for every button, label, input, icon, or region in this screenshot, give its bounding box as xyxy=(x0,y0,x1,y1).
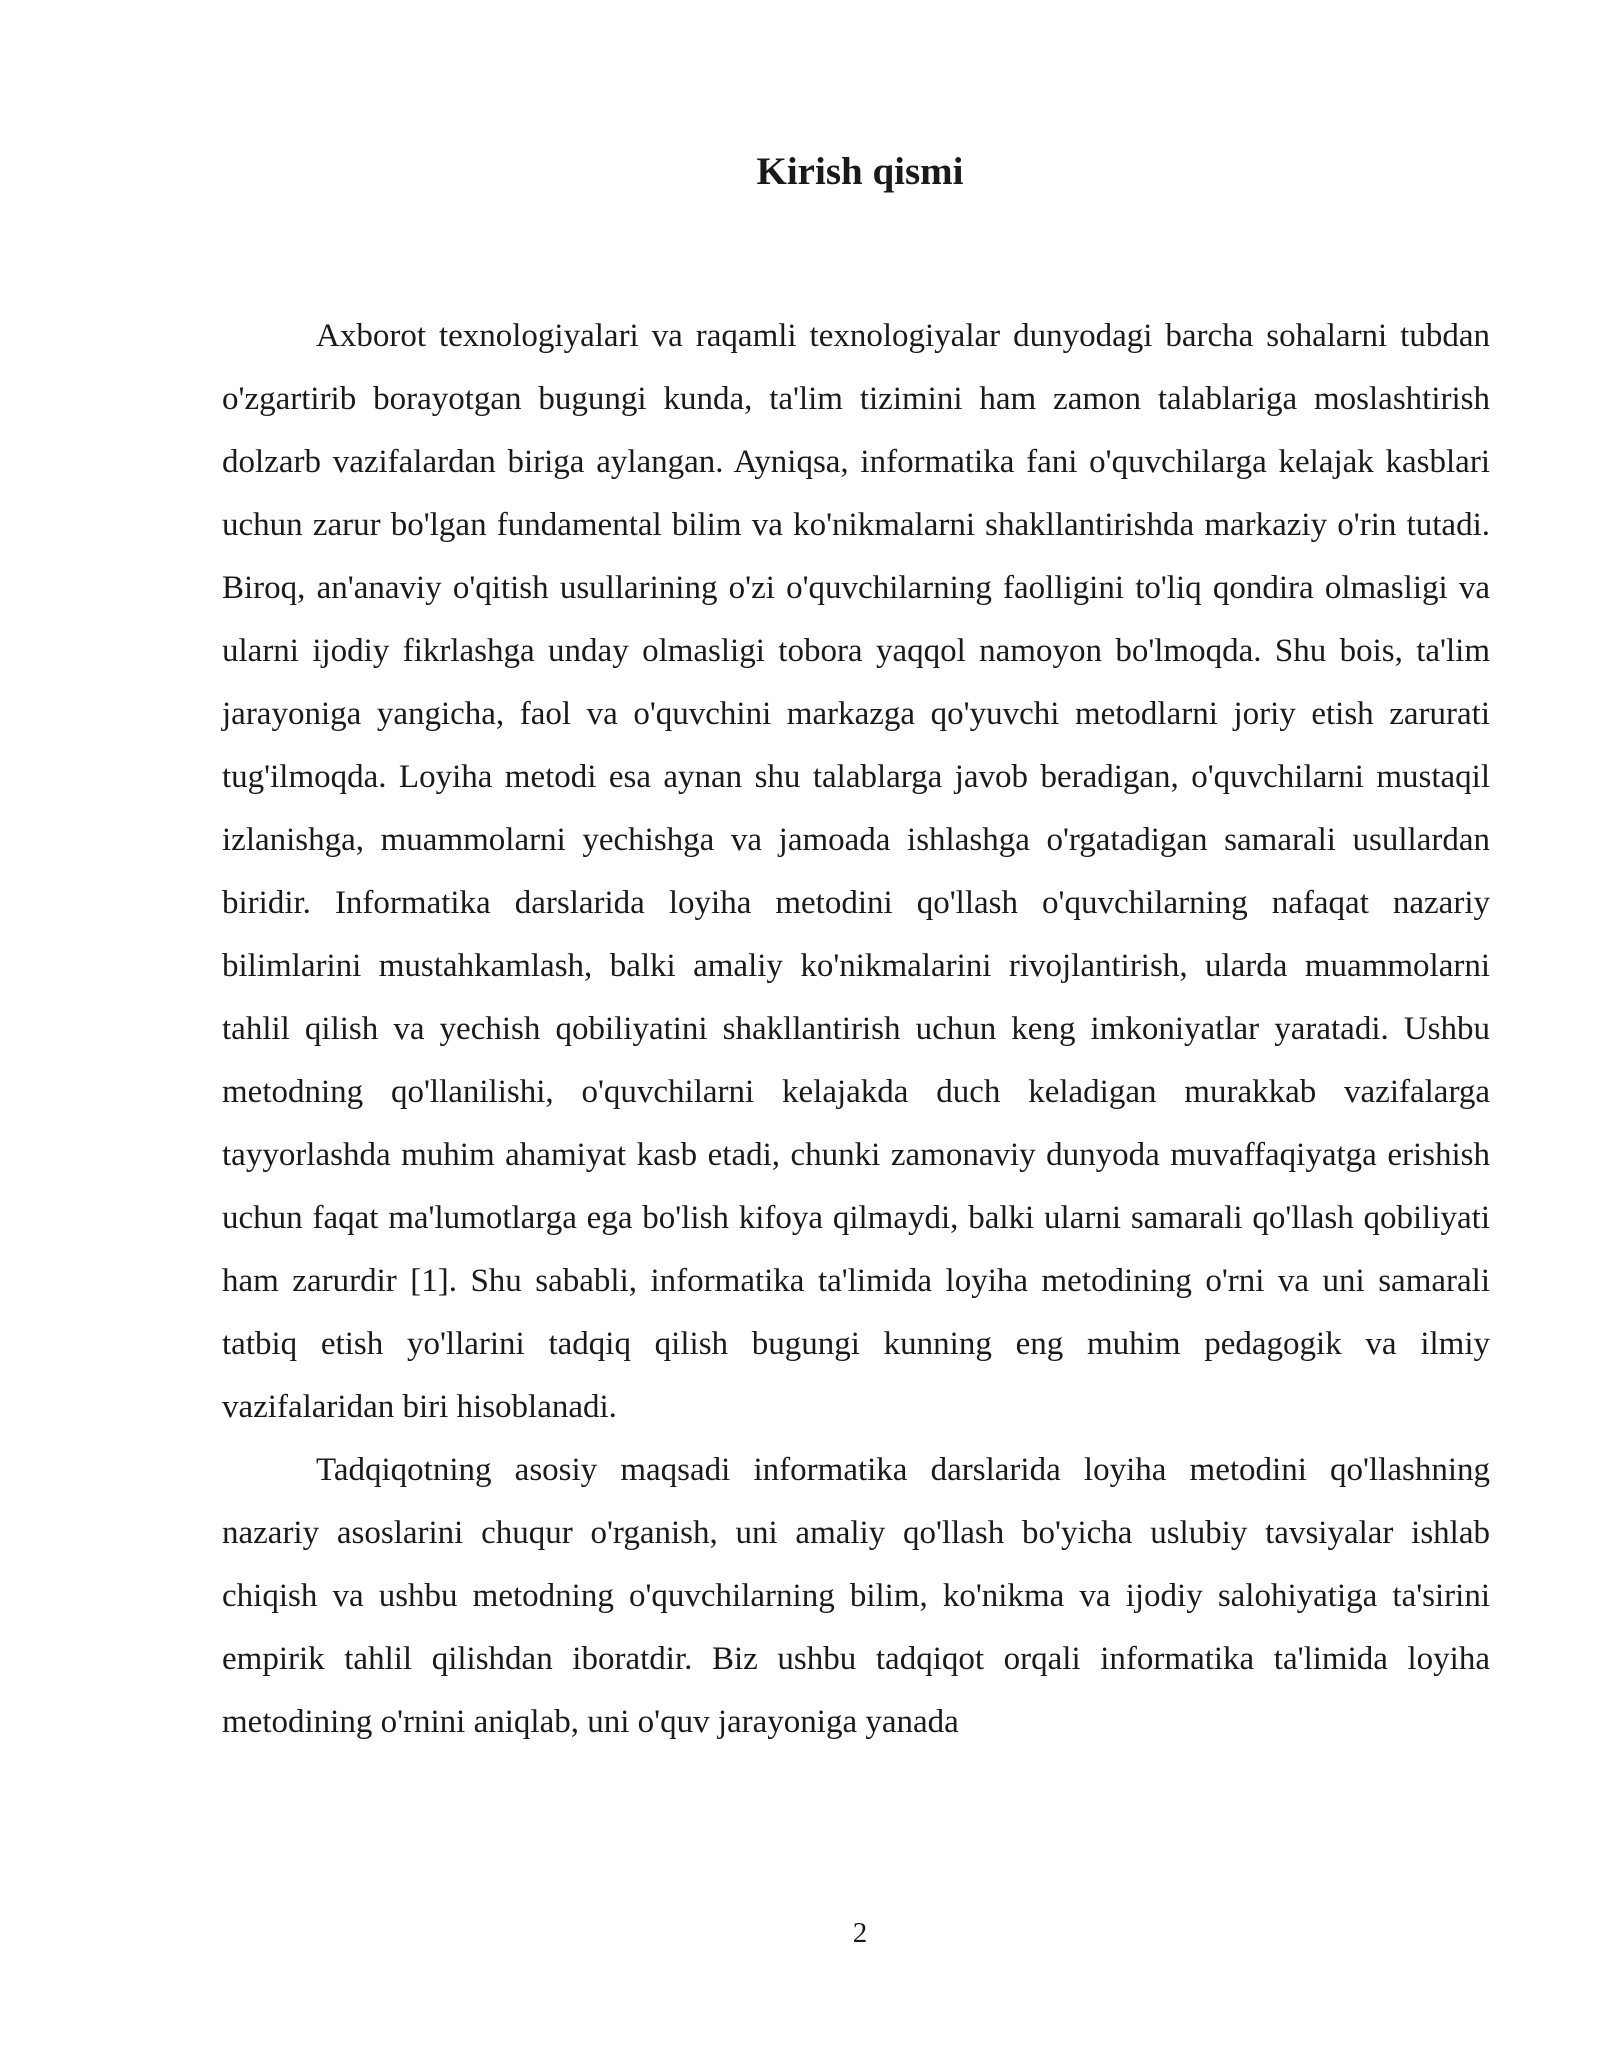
section-title: Kirish qismi xyxy=(756,150,964,193)
paragraph-research-goal: Tadqiqotning asosiy maqsadi informatika darslarida loyiha metodini qo'llashning nazariy asoslarini chuqur o'rganish, uni amaliy qo'llash bo'yicha uslubiy tavsiyalar ishlab chiqish va ushbu metodning o'quvchilarning bilim, ko'nikma va ijodiy salohiyatiga ta'sirini empirik tahlil qilishdan iboratdir. Biz ushbu tadqiqot orqali informatika ta'limida loyiha metodining o'rnini aniqlab, uni o'quv jarayoniga yanada xyxy=(222,1452,1490,1740)
paragraph-introduction: Axborot texnologiyalari va raqamli texnologiyalar dunyodagi barcha sohalarni tubdan o'zgartirib borayotgan bugungi kunda, ta'lim tizimini ham zamon talablariga moslashtirish dolzarb vazifalardan biriga aylangan. Ayniqsa, informatika fani o'quvchilarga kelajak kasblari uchun zarur bo'lgan fundamental bilim va ko'nikmalarni shakllantirishda markaziy o'rin tutadi. Biroq, an'anaviy o'qitish usullarining o'zi o'quvchilarning faolligini to'liq qondira olmasligi va ularni ijodiy fikrlashga unday olmasligi tobora yaqqol namoyon bo'lmoqda. Shu bois, ta'lim jarayoniga yangicha, faol va o'quvchini markazga qo'yuvchi metodlarni joriy etish zarurati tug'ilmoqda. Loyiha metodi esa aynan shu talablarga javob beradigan, o'quvchilarni mustaqil izlanishga, muammolarni yechishga va jamoada ishlashga o'rgatadigan samarali usullardan biridir. Informatika darslarida loyiha metodini qo'llash o'quvchilarning nafaqat nazariy bilimlarini mustahkamlash, balki amaliy ko'nikmalarini rivojlantirish, ularda muammolarni tahlil qilish va yechish qobiliyatini shakllantirish uchun keng imkoniyatlar yaratadi. Ushbu metodning qo'llanilishi, o'quvchilarni kelajakda duch keladigan murakkab vazifalarga tayyorlashda muhim ahamiyat kasb etadi, chunki zamonaviy dunyoda muvaffaqiyatga erishish uchun faqat ma'lumotlarga ega bo'lish kifoya qilmaydi, balki ularni samarali qo'llash qobiliyati ham zarurdir [1]. Shu sababli, informatika ta'limida loyiha metodining o'rni va uni samarali tatbiq etish yo'llarini tadqiq qilish bugungi kunning eng muhim pedagogik va ilmiy vazifalaridan biri hisoblanadi. xyxy=(222,318,1490,1425)
body-text xyxy=(222,305,1490,1754)
page-number: 2 xyxy=(852,1917,868,1949)
